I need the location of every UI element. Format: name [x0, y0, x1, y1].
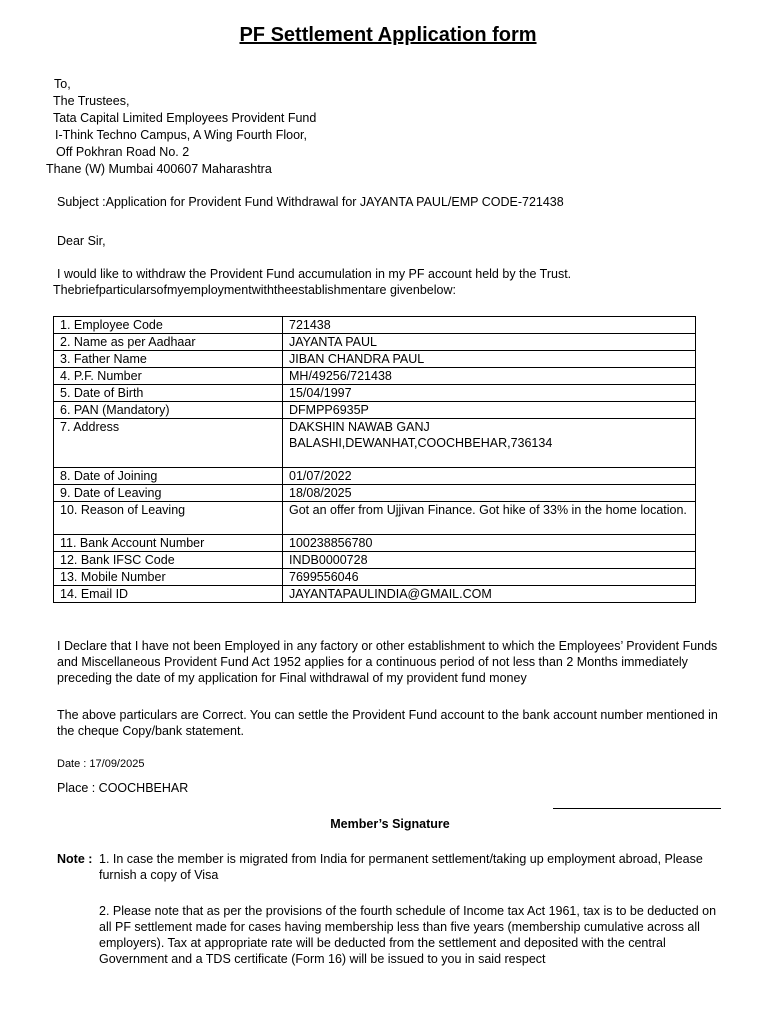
address-line3: Thane (W) Mumbai 400607 Maharashtra	[46, 162, 272, 176]
table-row	[54, 317, 696, 334]
table-row	[54, 385, 696, 402]
place-field: Place : COOCHBEHAR	[57, 781, 189, 795]
detail-value: JAYANTA PAUL	[283, 334, 696, 351]
table-row	[54, 502, 696, 535]
detail-label: 5. Date of Birth	[54, 385, 283, 402]
detail-value: 100238856780	[283, 535, 696, 552]
detail-value: JIBAN CHANDRA PAUL	[283, 351, 696, 368]
detail-value: DFMPP6935P	[283, 402, 696, 419]
detail-label: 10. Reason of Leaving	[54, 502, 283, 535]
detail-label: 8. Date of Joining	[54, 468, 283, 485]
detail-label: 12. Bank IFSC Code	[54, 552, 283, 569]
table-row	[54, 586, 696, 603]
detail-label: 2. Name as per Aadhaar	[54, 334, 283, 351]
subject-line: Subject :Application for Provident Fund Withdrawal for JAYANTA PAUL/EMP CODE-721438	[57, 195, 564, 209]
date-field: Date : 17/09/2025	[57, 758, 145, 770]
detail-label: 11. Bank Account Number	[54, 535, 283, 552]
address-line2: Off Pokhran Road No. 2	[56, 145, 190, 159]
signature-label: Member’s Signature	[330, 817, 450, 831]
intro-line-1: I would like to withdraw the Provident Fund accumulation in my PF account held by the Trust.	[57, 267, 572, 281]
salutation: Dear Sir,	[57, 234, 106, 248]
address-line1: I-Think Techno Campus, A Wing Fourth Floor,	[55, 128, 307, 142]
note-label: Note :	[57, 852, 93, 866]
detail-value: INDB0000728	[283, 552, 696, 569]
particulars-text: The above particulars are Correct. You can settle the Provident Fund account to the bank account number mentioned in the cheque Copy/bank statement.	[57, 708, 718, 738]
address-org: Tata Capital Limited Employees Provident Fund	[53, 111, 317, 125]
detail-value: 18/08/2025	[283, 485, 696, 502]
detail-label: 7. Address	[54, 419, 283, 468]
detail-label: 1. Employee Code	[54, 317, 283, 334]
page-title: PF Settlement Application form	[239, 24, 537, 46]
detail-value: MH/49256/721438	[283, 368, 696, 385]
detail-value: 7699556046	[283, 569, 696, 586]
table-row	[54, 552, 696, 569]
address-trustees: The Trustees,	[53, 94, 130, 108]
detail-label: 4. P.F. Number	[54, 368, 283, 385]
detail-label: 6. PAN (Mandatory)	[54, 402, 283, 419]
intro-line-2: Thebriefparticularsofmyemploymentwiththeestablishmentare givenbelow:	[53, 283, 456, 297]
table-row	[54, 485, 696, 502]
detail-value: 15/04/1997	[283, 385, 696, 402]
detail-label: 14. Email ID	[54, 586, 283, 603]
table-row	[54, 402, 696, 419]
declaration-text: I Declare that I have not been Employed in any factory or other establishment to which the Employees’ Provident Funds and Miscellaneous Provident Fund Act 1952 applies for a continuous period of not less than 2 Months immediately preceding the date of my application for Final withdrawal of my provident fund money	[57, 639, 718, 685]
table-row	[54, 368, 696, 385]
detail-label: 9. Date of Leaving	[54, 485, 283, 502]
detail-value: Got an offer from Ujjivan Finance. Got hike of 33% in the home location.	[283, 502, 696, 535]
address-block	[46, 76, 316, 178]
note-1: 1. In case the member is migrated from India for permanent settlement/taking up employment abroad, Please furnish a copy of Visa	[99, 852, 703, 882]
table-row	[54, 468, 696, 485]
table-row	[54, 351, 696, 368]
employment-details-table	[53, 316, 696, 603]
table-row	[54, 334, 696, 351]
note-2: 2. Please note that as per the provisions of the fourth schedule of Income tax Act 1961, tax is to be deducted on all PF settlement made for cases having membership less than five years (membership cumulative across all employers). Tax at appropriate rate will be deducted from the settlement and deposited with the central Government and a TDS certificate (Form 16) will be issued to you in said respect	[99, 904, 717, 966]
table-row	[54, 535, 696, 552]
signature-line	[553, 808, 721, 809]
table-row	[54, 569, 696, 586]
detail-value: 01/07/2022	[283, 468, 696, 485]
detail-value: DAKSHIN NAWAB GANJ BALASHI,DEWANHAT,COOCHBEHAR,736134	[283, 419, 696, 468]
table-row	[54, 419, 696, 468]
detail-label: 13. Mobile Number	[54, 569, 283, 586]
detail-value: 721438	[283, 317, 696, 334]
detail-label: 3. Father Name	[54, 351, 283, 368]
detail-value: JAYANTAPAULINDIA@GMAIL.COM	[283, 586, 696, 603]
address-to: To,	[54, 77, 71, 91]
